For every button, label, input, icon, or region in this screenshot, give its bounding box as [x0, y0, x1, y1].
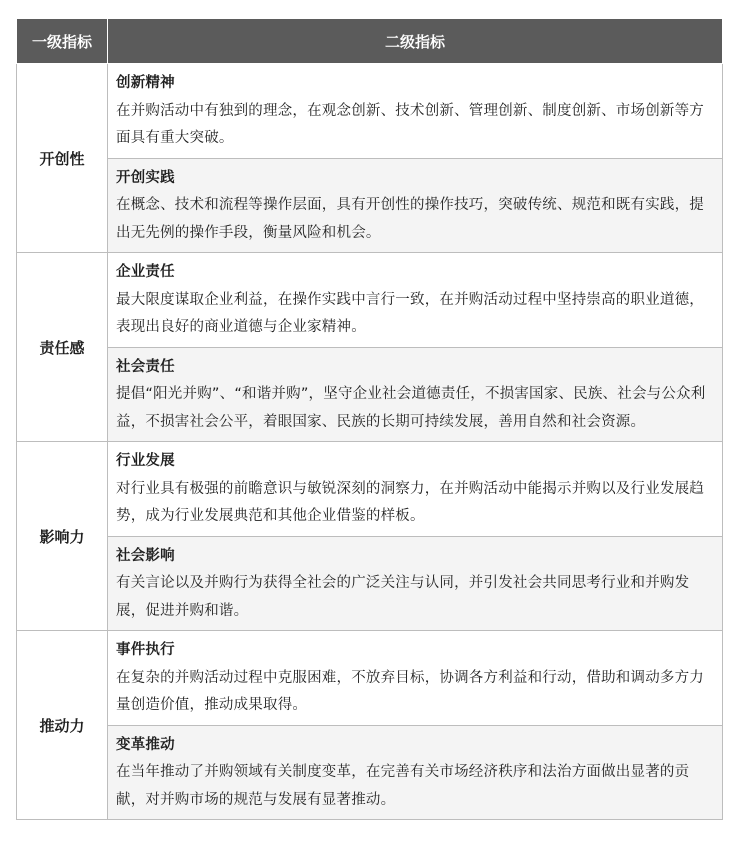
- level2-desc: 提倡“阳光并购”、“和谐并购”，坚守企业社会道德责任，不损害国家、民族、社会与公众利益，不损害社会公平，着眼国家、民族的长期可持续发展，善用自然和社会资源。: [116, 386, 706, 430]
- level1-cell: 影响力: [17, 442, 108, 631]
- level2-desc: 在并购活动中有独到的理念，在观念创新、技术创新、管理创新、制度创新、市场创新等方面具有重大突破。: [116, 102, 704, 146]
- level2-cell: [108, 442, 723, 537]
- header-level2: 二级指标: [108, 19, 723, 64]
- level2-desc: 有关言论以及并购行为获得全社会的广泛关注与认同，并引发社会共同思考行业和并购发展，促进并购和谐。: [116, 575, 690, 619]
- level2-desc: 对行业具有极强的前瞻意识与敏锐深刻的洞察力，在并购活动中能揭示并购以及行业发展趋势，成为行业发展典范和其他企业借鉴的样板。: [116, 480, 704, 524]
- table-row: [17, 158, 723, 253]
- level2-cell: [108, 64, 723, 159]
- level2-desc: 最大限度谋取企业利益，在操作实践中言行一致，在并购活动过程中坚持崇高的职业道德，表现出良好的商业道德与企业家精神。: [116, 291, 704, 335]
- indicator-table: [16, 18, 723, 820]
- level2-cell: [108, 536, 723, 631]
- table-row: [17, 631, 723, 726]
- header-level1: 一级指标: [17, 19, 108, 64]
- level2-cell: [108, 725, 723, 820]
- table-row: [17, 442, 723, 537]
- table-header-row: [17, 19, 723, 64]
- level2-title: 事件执行: [116, 642, 175, 658]
- level2-title: 社会影响: [116, 547, 175, 564]
- level2-title: 企业责任: [116, 264, 175, 280]
- table-row: [17, 536, 723, 631]
- level2-cell: [108, 347, 723, 442]
- level2-desc: 在概念、技术和流程等操作层面，具有开创性的操作技巧，突破传统、规范和既有实践，提出无先例的操作手段，衡量风险和机会。: [116, 197, 704, 241]
- level2-title: 行业发展: [116, 453, 175, 469]
- level2-desc: 在复杂的并购活动过程中克服困难，不放弃目标，协调各方利益和行动，借助和调动多方力量创造价值，推动成果取得。: [116, 669, 704, 713]
- table-row: [17, 253, 723, 348]
- level2-title: 开创实践: [116, 169, 175, 186]
- level2-title: 社会责任: [116, 358, 175, 375]
- level2-cell: [108, 253, 723, 348]
- level2-cell: [108, 158, 723, 253]
- level2-desc: 在当年推动了并购领域有关制度变革，在完善有关市场经济秩序和法治方面做出显著的贡献，对并购市场的规范与发展有显著推动。: [116, 764, 690, 808]
- level1-cell: 责任感: [17, 253, 108, 442]
- level2-cell: [108, 631, 723, 726]
- table-row: [17, 64, 723, 159]
- level1-cell: 开创性: [17, 64, 108, 253]
- level1-cell: 推动力: [17, 631, 108, 820]
- level2-title: 变革推动: [116, 736, 175, 753]
- table-row: [17, 347, 723, 442]
- table-row: [17, 725, 723, 820]
- level2-title: 创新精神: [116, 75, 175, 91]
